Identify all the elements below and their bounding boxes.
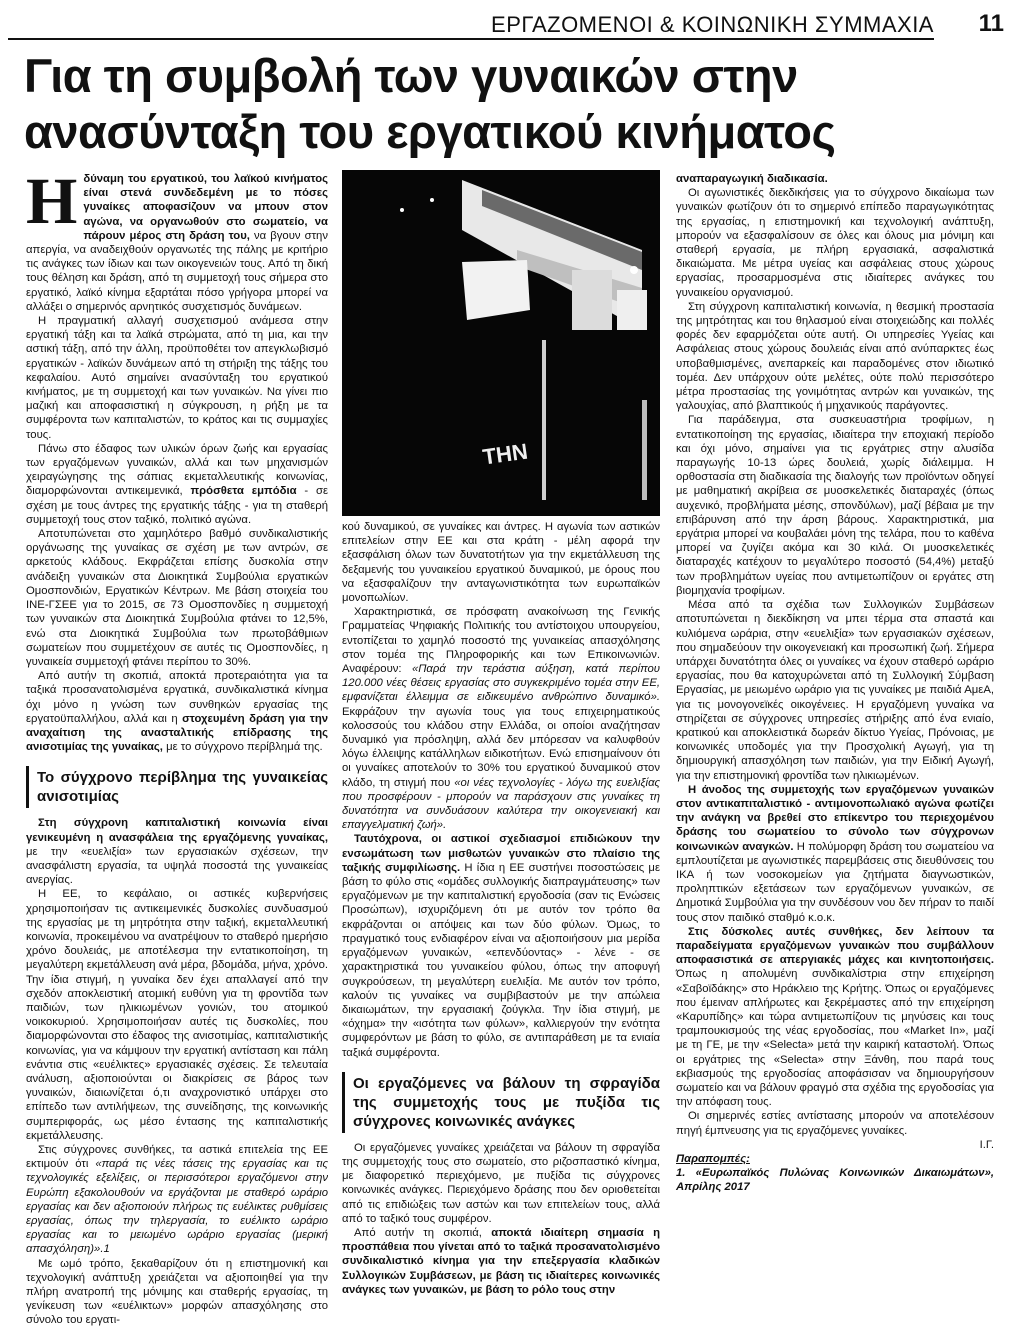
header-rule — [8, 38, 934, 40]
article-photo — [342, 170, 660, 516]
photo-illustration — [342, 170, 660, 516]
text-run: Η πολύμορφη δράση του σωματείου να εμπλουτίζεται με αγωνιστικές παρεμβάσεις στις διευθύνσεις του ΙΚΑ ή των νοσοκομείων για ζητήματα διαγνωστικών, προληπτικών εξετάσεων των εργαζόμενων γυναικών, σε Δημοτικά Συμβούλια για την συνδέσουν νου δεν πήραν το παιδί τους στον παιδικό σταθμό κ.ο.κ. — [676, 840, 994, 924]
paragraph: Η πραγματική αλλαγή συσχετισμού ανάμεσα στην εργατική τάξη και τα λαϊκά στρώματα, από τη μια, και την αστική τάξη, από την άλλη, προϋποθέτει τον απεγκλωβισμό εργατικών - λαϊκών δυνάμεων από τη στήριξη της τάξης του κεφαλαίου. Αυτό σημαίνει ανασύνταξη του εργατικού κινήματος, με τη συμμετοχή και των γυναικών. Να γίνει πιο μαζική και αποφασιστική η σύγκρουση, η ρήξη με τα συμφέροντα των καπιταλιστών, το κράτος και τις συμμαχίες τους. — [26, 315, 328, 441]
column-1 — [26, 165, 328, 1327]
text-run: Πάνω στο έδαφος των υλικών όρων ζωής και εργασίας των εργαζόμενων γυναικών, αλλά και των μηχανισμών χειραγώγησης της σάπιας εκμεταλλευτικής κοινωνίας, διαμορφώνονται αντικειμενικά, — [26, 442, 328, 498]
paragraph — [676, 925, 994, 1110]
text-run: Στις σύγχρονες συνθήκες, τα αστικά επιτελεία της ΕΕ εκτιμούν ότι — [26, 1144, 328, 1171]
bold-run: στοχευμένη δράση για την αναχαίτιση της ανασταλτικής επίδρασης της ανισοτιμίας της γυναίκας, — [26, 712, 328, 754]
paragraph: Οι αγωνιστικές διεκδικήσεις για το σύγχρονο δικαίωμα των γυναικών φωτίζουν ότι το σημερινό επίπεδο παραγωγικότητας της εργασίας, η επιστημονική και τεχνολογική ανάπτυξη, μπορούν να εξασφαλίσουν σε όλες και όλους μια μόνιμη και σταθερή εργασία, με πλήρη εργασιακά, ασφαλιστικά δικαιώματα. Με μέτρα υγείας και ασφάλειας στους χώρους εργασίας, προσαρμοσμένα στις ιδιαίτερες ανάγκες του γυναικείου οργανισμού. — [676, 187, 994, 299]
bold-run: Στη σύγχρονη καπιταλιστική κοινωνία είναι γενικευμένη η ανασφάλεια της εργαζόμενης γυναίκας, — [26, 817, 328, 844]
subheading: Το σύγχρονο περίβλημα της γυναικείας ανισοτιμίας — [26, 766, 328, 808]
text-run: Εκφράζουν την αγωνία τους για τους επιχειρηματικούς κολοσσούς του κλάδου στην Ελλάδα, οι οποίοι αναζήτησαν δυναμικό για πρόσληψη, αλλά δεν μπόρεσαν να καλυφθούν λόγω έλλειψης κατάλληλων ειδικοτήτων. Ενώ επισημαίνουν ότι οι γυναίκες αποτελούν το 30% του εργατικού δυναμικού στον κλάδο, τη στιγμή που — [342, 705, 660, 789]
paragraph: Με ωμό τρόπο, ξεκαθαρίζουν ότι η επιστημονική και τεχνολογική ανάπτυξη χρειάζεται να αξιοποιηθεί για την πλήρη ανατροπή της μόνιμης και σταθερής εργασίας, τη γενίκευση των «ευέλικτων» μορφών απασχόλησης στο σύνολο του εργατι- — [26, 1257, 328, 1327]
column-3 — [676, 172, 994, 1212]
paragraph: Οι σημερινές εστίες αντίστασης μπορούν να αποτελέσουν πηγή έμπνευσης για τις εργαζόμενες γυναίκες. — [676, 1110, 994, 1137]
paragraph: Στη σύγχρονη καπιταλιστική κοινωνία, η θεσμική προστασία της μητρότητας και του θηλασμού είναι στοιχειώδης και πολλές φορές δεν εφαρμόζεται ούτε αυτή. Οι υπηρεσίες Υγείας και Ασφάλειας στους χώρους δουλειάς είναι από ανύπαρκτες έως υποβαθμισμένες, ανεπαρκείς και παραδομένες στον ιδιωτικό τομέα. Δεν υπάρχουν ούτε μελέτες, ούτε πολύ περισσότερο μέτρα προστασίας της γονιμότητας αντρών και γυναικών, της γαλουχίας, από βλαπτικούς ή μηχανικούς παράγοντες. — [676, 300, 994, 413]
paragraph: Αποτυπώνεται στο χαμηλότερο βαθμό συνδικαλιστικής οργάνωσης της γυναίκας σε σχέση με των αντρών, σε αρκετούς κλάδους. Εκφράζεται επίσης δυσκολία στην ανάδειξη γυναικών στα Διοικητικά Συμβούλια εργατικών Ομοσπονδιών, Εργατικών Κέντρων. Με βάση στοιχεία του ΙΝΕ-ΓΣΕΕ για το 2015, σε 73 Ομοσπονδίες η συμμετοχή των γυναικών στα Διοικητικά Συμβούλια φτάνει το 12,5%, ενώ στα Διοικητικά Συμβούλια των πρωτοβάθμιων σωματείων που συμμετέχουν σε αυτές τις Ομοσπονδίες, η γυναικεία συμμετοχή φτάνει περίπου το 30%. — [26, 528, 328, 668]
italic-quote: «Παρά την τεράστια αύξηση, κατά περίπου 120.000 νέες θέσεις εργασίας στο συγκεκριμένο τομέα στην ΕΕ, εμφανίζεται έλλειμμα σε ειδικευμένο ανθρώπινο δυναμικό». — [342, 663, 661, 704]
paragraph — [342, 832, 660, 1059]
paragraph: Για παράδειγμα, στα συσκευαστήρια τροφίμων, η εντατικοποίηση της εργασίας, ιδιαίτερα την εποχιακή περίοδο και όχι μόνο, σημαίνει για τις εργάτριες στην αλυσίδα παραγωγής 10-13 ώρες δουλειά, χωρίς διάλειμμα. Η ορθοστασία στη διαδικασία της διαλογής των προϊόντων οδηγεί με μαθηματική ακρίβεια σε μυοσκελετικές διαταραχές (όπως αυχενικό, προβλήματα μέσης, σπονδύλων), μαζί βέβαια με την επιβάρυνση από την άρση βάρους. Χαρακτηριστικά, μια εργάτρια μπορεί να κουβαλάει μόνη της τελάρα, που το καθένα μπορεί να ζυγίζει ακόμα και 30 κιλά. Οι μυοσκελετικές διαταραχές κατέχουν το μεγαλύτερο ποσοστό (54,4%) μεταξύ των προβλημάτων υγείας που αντιμετωπίζουν οι εργάτες στη βιομηχανία τροφίμων. — [676, 414, 994, 597]
bold-run: Η άνοδος της συμμετοχής των εργαζόμενων γυναικών στον αντικαπιταλιστικό - αντιμονοπωλιακό αγώνα φωτίζει την ανάγκη να βρεθεί στο επίκεντρο του περιεχομένου δράσης του σωματείου το σύνολο των σύγχρονων κοινωνικών αναγκών. — [676, 783, 994, 853]
intro-text: να βγουν στην απεργία, να αναδειχθούν οργανωτές της πάλης με κριτήριο τις ανάγκες των ίδιων και των οικογενειών τους. Από τη δική τους θέληση και δράση, από τη συμμετοχή τους σήμερα στο εργατικό, λαϊκό κίνημα εξαρτάται πόσο γρήγορα μπορεί να αλλάξει ο σημερινός αρνητικός συσχετισμός δυνάμεων. — [26, 229, 328, 313]
italic-quote: «οι νέες τεχνολογίες - λόγω της ευελιξίας που προσφέρουν - μπορούν να παράσχουν στις γυναίκες τη δυνατότητα να συνδυάσουν καλύτερα την οικογενειακή και επαγγελματική ζωή». — [342, 776, 661, 832]
text-run: Όπως η απολυμένη συνδικαλίστρια στην επιχείρηση «Σαβοϊδάκης» στο Ηράκλειο της Κρήτης. Όπως οι εργαζόμενες που έμειναν απλήρωτες και ξεκρέμαστες από την επιχείρηση «Καρυπίδης» και τώρα αντιμετωπίζουν τις μηνύσεις και τους τραμπουκισμούς της νέας εργοδοσίας, που «Market In», μαζί με τη ΓΕ, με την «Selecta» μετά την καιρική καταστολή. Όπως οι εργάτριες της «Selecta» στην Ξάνθη, που παρά τους εκβιασμούς της εργοδοσίας αποφάσισαν να δημιουργήσουν σωματείο και να βάλουν φραγμό στα σχέδια της εργοδοσίας για την απόφαση τους. — [676, 968, 994, 1109]
text-run: Από αυτήν τη σκοπιά, αποκτά προτεραιότητα για τα ταξικά προσανατολισμένα εργατικά, συνδικαλιστικά κίνημα όχι μόνο η γνώση των συνθηκών εργασίας της εργατοϋπαλλήλου, αλλά και η — [26, 670, 328, 725]
drop-cap: Η — [26, 165, 78, 238]
text-run: με την «ευελιξία» των εργασιακών σχέσεων, την ανασφάλιστη εργασία, τα υψηλά ποσοστά της γυναικείας ανεργίας. — [26, 845, 328, 887]
photo-text: ΤΗΝ — [481, 438, 530, 470]
paragraph — [26, 442, 328, 527]
paragraph — [342, 605, 660, 832]
intro-paragraph — [26, 165, 328, 314]
text-run: - σε σχέση με τους άντρες της εργατικής τάξης - για τη σταθερή συμμετοχή τους στον ταξικό, πολιτικό αγώνα. — [26, 485, 328, 526]
column-2 — [342, 520, 661, 1296]
page-number: 11 — [978, 10, 1004, 37]
paragraph: αναπαραγωγική διαδικασία. — [676, 173, 828, 185]
paragraph: Η ΕΕ, το κεφάλαιο, οι αστικές κυβερνήσεις χρησιμοποιήσαν τις αντικειμενικές δυσκολίες συνδυασμού της εργασίας με τη μητρότητα στην ταξική, εκμεταλλευτική κοινωνία, προκειμένου να ανατρέψουν το σταθερό ημερήσιο χρόνο δουλειάς, με αποτέλεσμα την εντατικοποίηση, τη μεγαλύτερη εκμετάλλευση ανά μέρα, βδομάδα, μήνα, χρόνο. Την ίδια στιγμή, η γυναίκα δεν έχει απαλλαγεί από την σχεδόν αποκλειστική ατομική ευθύνη για τη φροντίδα των παιδιών, των ηλικιωμένων γονιών, του ατομικού νοικοκυριού. Χρησιμοποιήσαν αυτές τις δυσκολίες, που διαμορφώνονται στο έδαφος της ανισοτιμίας, καπιταλιστικής κοινωνίας, για να κάμψουν την εργατική αντίσταση και πάλη ενάντια στις «ευέλικτες» εργασιακές σχέσεις. Σε τελευταία ανάλυση, αξιοποιούνται οι διακρίσεις σε βάρος των γυναικών, διαιωνίζεται ό,τι αναχρονιστικό υπάρχει στο επίπεδο των αντιλήψεων, της συνείδησης, της κοινωνικής συμπεριφοράς, ως μέσο έντασης της καπιταλιστικής εκμετάλλευσης. — [26, 888, 328, 1142]
paragraph — [676, 783, 994, 925]
bold-run: πρόσθετα εμπόδια — [190, 485, 297, 498]
text-run: Από αυτήν τη σκοπιά, — [354, 1226, 482, 1239]
author-signature: Ι.Γ. — [979, 1138, 994, 1151]
text-run: Η ίδια η ΕΕ συστήνει ποσοστώσεις με βάση το φύλο στις «ομάδες συλλογικής διαπραγμάτευσης» των εργαζόμενων με την καπιταλιστική εργοδοσία (σαν τις Ενώσεις Προσώπων), ισχυριζόμενη ότι με αυτόν τον τρόπο θα εκφράζονται οι απόψεις και των δύο φύλων. Όμως, το πραγματικό τους ενδιαφέρον είναι να αξιοποιήσουν μια μερίδα εργαζόμενων γυναικών, «επενδύοντας» - λένε - σε χαρακτηριστικά του γυναικείου φύλου, όπως την αποφυγή συγκρούσεων, τη μεγαλύτερη ευελιξία. Με αυτόν τον τρόπο, καλούν τις γυναίκες να συμβιβαστούν με την απώλεια δικαιωμάτων, την εργασιακή ζούγκλα. Την ίδια στιγμή, με «όχημα» την «ισότητα των φύλων», καλλιεργούν την ενότητα συμφερόντων με βάση το φύλο, σε αντιπαράθεση με τα ενιαία ταξικά συμφέροντα. — [342, 861, 660, 1059]
italic-quote: «παρά τις νέες τάσεις της εργασίας και τις τεχνολογικές εξελίξεις, οι περισσότεροι εργαζόμενοι στην Ευρώπη εξακολουθούν να εργάζονται με σταθερό ωράριο εργασίας και δεν αξιοποιούν πλήρως τις ευέλικτες ρυθμίσεις εργασίας, όπως την τηλεργασία, το ευέλικτο ωράριο εργασίας και το μειωμένο ωράριο εργασίας (μερική απασχόληση)».1 — [26, 1158, 328, 1256]
text-run: Χαρακτηριστικά, σε πρόσφατη ανακοίνωση της Γενικής Γραμματείας Ψηφιακής Πολιτικής του αντίστοιχου υπουργείου, εντοπίζεται το χαμηλό ποσοστό της γυναικείας απασχόλησης στον τομέα της Πληροφορικής και των Επικοινωνιών. Αναφέρουν: — [342, 606, 660, 676]
bold-run: Στις δύσκολες αυτές συνθήκες, δεν λείπουν τα παραδείγματα εργαζόμενων γυναικών που συμβάλλουν αποφασιστικά σε απεργιακές μάχες και κινητοποιήσεις. — [676, 925, 994, 967]
paragraph — [26, 669, 328, 754]
bold-run: Ταυτόχρονα, οι αστικοί σχεδιασμοί επιδιώκουν την ενσωμάτωση των μισθωτών γυναικών στο πλαίσιο της ταξικής συμφιλίωσης. — [342, 833, 660, 874]
paragraph — [26, 1143, 328, 1257]
reference-item: 1. «Ευρωπαϊκός Πυλώνας Κοινωνικών Δικαιωμάτων», Απρίλης 2017 — [676, 1167, 994, 1194]
subheading: Οι εργαζόμενες να βάλουν τη σφραγίδα της συμμετοχής τους με πυξίδα τις σύγχρονες κοινωνικές ανάγκες — [342, 1072, 660, 1133]
paragraph — [26, 816, 328, 887]
article-headline: Για τη συμβολή των γυναικών στην ανασύνταξη του εργατικού κινήματος — [24, 49, 836, 158]
paragraph: Οι εργαζόμενες γυναίκες χρειάζεται να βάλουν τη σφραγίδα της συμμετοχής τους στο σωματείο, στο ριζοσπαστικό κίνημα, με διαφορετικό περιεχόμενο, με πυξίδα τις σύγχρονες κοινωνικές ανάγκες. Περιεχόμενο δράσης που δεν οριοθετείται από τις επιδιώξεις των αστών και των επιτελείων τους, αλλά από το ταξικό τους συμφέρον. — [342, 1141, 660, 1225]
paragraph: κού δυναμικού, σε γυναίκες και άντρες. Η αγωνία των αστικών επιτελείων στην ΕΕ και στα κράτη - μέλη αφορά την εξασφάλιση όλων των δυνατοτήτων για την εκμετάλλευση της δεξαμενής του γυναικείου εργατικού δυναμικού, με όρους που να εξασφαλίζουν την ανταγωνιστικότητα των ευρωπαϊκών μονοπωλίων. — [342, 521, 660, 605]
paragraph: Μέσα από τα σχέδια των Συλλογικών Συμβάσεων αποτυπώνεται η διεκδίκηση να μπει τέρμα στα σπαστά και κυλιόμενα ωράρια, στην «ευελιξία» των εργασιακών σχέσεων, που σημαδεύουν την οικογενειακή και προσωπική ζωή. Σήμερα υπάρχει δυνατότητα όλες οι γυναίκες να έχουν σταθερό ωράριο εργασίας, που θα κατοχυρώνεται από τη Συλλογική Σύμβαση Εργασίας, με μειωμένο ωράριο για τις γυναίκες με παιδιά ΑμεΑ, για τις μονογονεϊκές οικογένειες. Η εργαζόμενη γυναίκα να στηρίζεται σε σύγχρονες υπηρεσίες στήριξης από ένα ενιαίο, κρατικού και αποκλειστικά δωρεάν δίκτυο Υγείας, Πρόνοιας, με κοινωνικές υποδομές για την Προσχολική Αγωγή, για τη δημιουργική απασχόληση των παιδιών, για την Ειδική Αγωγή, για την επιστημονική φροντίδα των ηλικιωμένων. — [676, 599, 994, 782]
text-run: με το σύγχρονο περίβλημά της. — [166, 741, 323, 754]
bold-run: αποκτά ιδιαίτερη σημασία η προσπάθεια που γίνεται από το ταξικά προσανατολισμένο συνδικαλιστικό κίνημα για την επεξεργασία κλαδικών Συλλογικών Συμβάσεων, με βάση τις ιδιαίτερες κοινωνικές ανάγκες των γυναικών, με βάση το ρόλο τους στην — [342, 1226, 660, 1296]
page-header — [0, 8, 1024, 38]
section-title: ΕΡΓΑΖΟΜΕΝΟΙ & ΚΟΙΝΩΝΙΚΗ ΣΥΜΜΑΧΙΑ — [491, 12, 934, 37]
paragraph — [342, 1226, 660, 1297]
references-title: Παραπομπές: — [676, 1153, 750, 1166]
intro-bold-text: δύναμη του εργατικού, του λαϊκού κινήματος είναι στενά συνδεδεμένη με το πόσες γυναίκες αποφασίζουν να μπουν στον αγώνα, να οργανωθούν στο σωματείο, να πάρουν μέρος στη δράση του, — [83, 173, 328, 242]
